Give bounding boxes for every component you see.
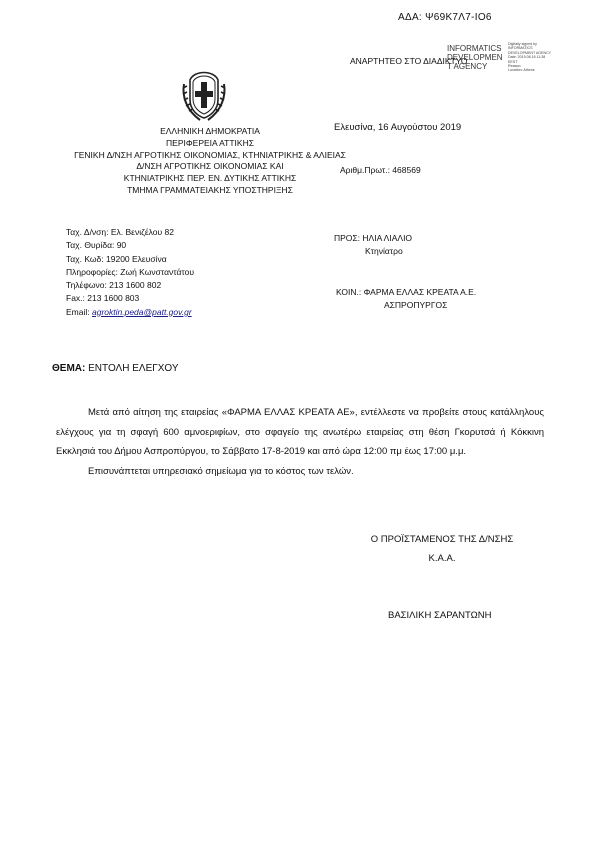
posted-notice: ΑΝΑΡΤΗΤΕΟ ΣΤΟ ΔΙΑΔΙΚΤΥΟ (350, 56, 468, 66)
email-label: Email: (66, 306, 92, 317)
contact-details (66, 226, 194, 319)
protocol-number: Αριθμ.Πρωτ.: 468569 (340, 165, 421, 175)
ada-number: ΑΔΑ: Ψ69Κ7Λ7-ΙΟ6 (398, 12, 492, 23)
digital-signature-stamp (447, 44, 503, 71)
po-box: Ταχ. Θυρίδα: 90 (66, 240, 127, 251)
letter-body (56, 403, 544, 481)
to-name: ΗΛΙΑ ΛΙΑΛΙΟ (362, 233, 413, 243)
greek-coat-of-arms-icon (180, 66, 228, 122)
stamp-detail-line: Digitally signed by (508, 42, 537, 46)
recipient-to (334, 232, 412, 258)
to-role: Κτηνίατρο (365, 246, 403, 256)
subject-line (52, 363, 179, 374)
signatory-kaa: Κ.Α.Α. (428, 553, 456, 564)
authority-line: ΚΤΗΝΙΑΤΡΙΚΗΣ ΠΕΡ. ΕΝ. ΔΥΤΙΚΗΣ ΑΤΤΙΚΗΣ (123, 173, 297, 184)
body-paragraph: Επισυνάπτεται υπηρεσιακό σημείωμα για το κόστος των τελών. (88, 465, 354, 477)
cc-label: ΚΟΙΝ.: (336, 287, 364, 297)
address: Ταχ. Δ/νση: Ελ. Βενιζέλου 82 (66, 227, 174, 237)
stamp-detail-line: INFORMATICS (508, 46, 533, 51)
issuing-authority (60, 126, 360, 197)
signatory-title: Ο ΠΡΟΪΣΤΑΜΕΝΟΣ ΤΗΣ Δ/ΝΣΗΣ (370, 534, 514, 545)
postcode: Ταχ. Κωδ: 19200 Ελευσίνα (66, 253, 167, 264)
authority-line: Δ/ΝΣΗ ΑΓΡΟΤΙΚΗΣ ΟΙΚΟΝΟΜΙΑΣ ΚΑΙ (136, 161, 284, 172)
to-label: ΠΡΟΣ: (334, 233, 363, 243)
stamp-detail-line: Reason: (508, 64, 522, 69)
email-row (66, 306, 194, 319)
document-date: Ελευσίνα, 16 Αυγούστου 2019 (334, 122, 462, 133)
authority-line: ΠΕΡΙΦΕΡΕΙΑ ΑΤΤΙΚΗΣ (166, 137, 254, 148)
stamp-line: T AGENCY (447, 62, 488, 71)
authority-line: ΤΜΗΜΑ ΓΡΑΜΜΑΤΕΙΑΚΗΣ ΥΠΟΣΤΗΡΙΞΗΣ (127, 184, 293, 195)
phone: Τηλέφωνο: 213 1600 802 (66, 280, 162, 291)
authority-line: ΓΕΝΙΚΗ Δ/ΝΣΗ ΑΓΡΟΤΙΚΗΣ ΟΙΚΟΝΟΜΙΑΣ, ΚΤΗΝΙΑΤΡΙΚΗΣ & ΑΛΙΕΙΑΣ (74, 149, 346, 160)
subject-text: ΕΝΤΟΛΗ ΕΛΕΓΧΟΥ (85, 363, 179, 374)
stamp-detail-line: Date: 2019.08.16 11:38 (508, 55, 546, 60)
authority-line: ΕΛΛΗΝΙΚΗ ΔΗΜΟΚΡΑΤΙΑ (160, 126, 260, 136)
stamp-detail-line: Location: Athens (508, 68, 535, 73)
stamp-line: DEVELOPMEN (447, 53, 503, 62)
fax: Fax.: 213 1600 803 (66, 293, 140, 304)
digital-signature-details (508, 42, 568, 73)
body-paragraph: Μετά από αίτηση της εταιρείας «ΦΑΡΜΑ ΕΛΛΑΣ ΚΡΕΑΤΑ ΑΕ», εντέλλεστε να προβείτε στους κατάλληλους ελέγχους για τη σφαγή 600 αμνοεριφίων, στο σφαγείο της ανωτέρω εταιρείας στη θέση Γκορυτσά ή Κόκκινη Εκκλησιά του Δήμου Ασπροπύργου, το Σάββατο 17-8-2019 και από ώρα 12:00 πμ έως 17:00 μ.μ. (56, 407, 544, 457)
cc-place: ΑΣΠΡΟΠΥΡΓΟΣ (384, 300, 448, 310)
stamp-detail-line: EEST (508, 59, 518, 64)
signatory-name: ΒΑΣΙΛΙΚΗ ΣΑΡΑΝΤΩΝΗ (388, 610, 492, 621)
signature-block (362, 530, 522, 568)
info-contact: Πληροφορίες: Ζωή Κωνσταντάτου (66, 266, 195, 277)
recipient-cc (336, 286, 476, 312)
stamp-line: INFORMATICS (447, 44, 502, 53)
cc-name: ΦΑΡΜΑ ΕΛΛΑΣ ΚΡΕΑΤΑ Α.Ε. (363, 287, 477, 297)
stamp-detail-line: DEVELOPMENT AGENCY (508, 50, 552, 55)
email-link[interactable]: agroktin.peda@patt.gov.gr (91, 306, 192, 317)
subject-label: ΘΕΜΑ: (52, 363, 86, 374)
